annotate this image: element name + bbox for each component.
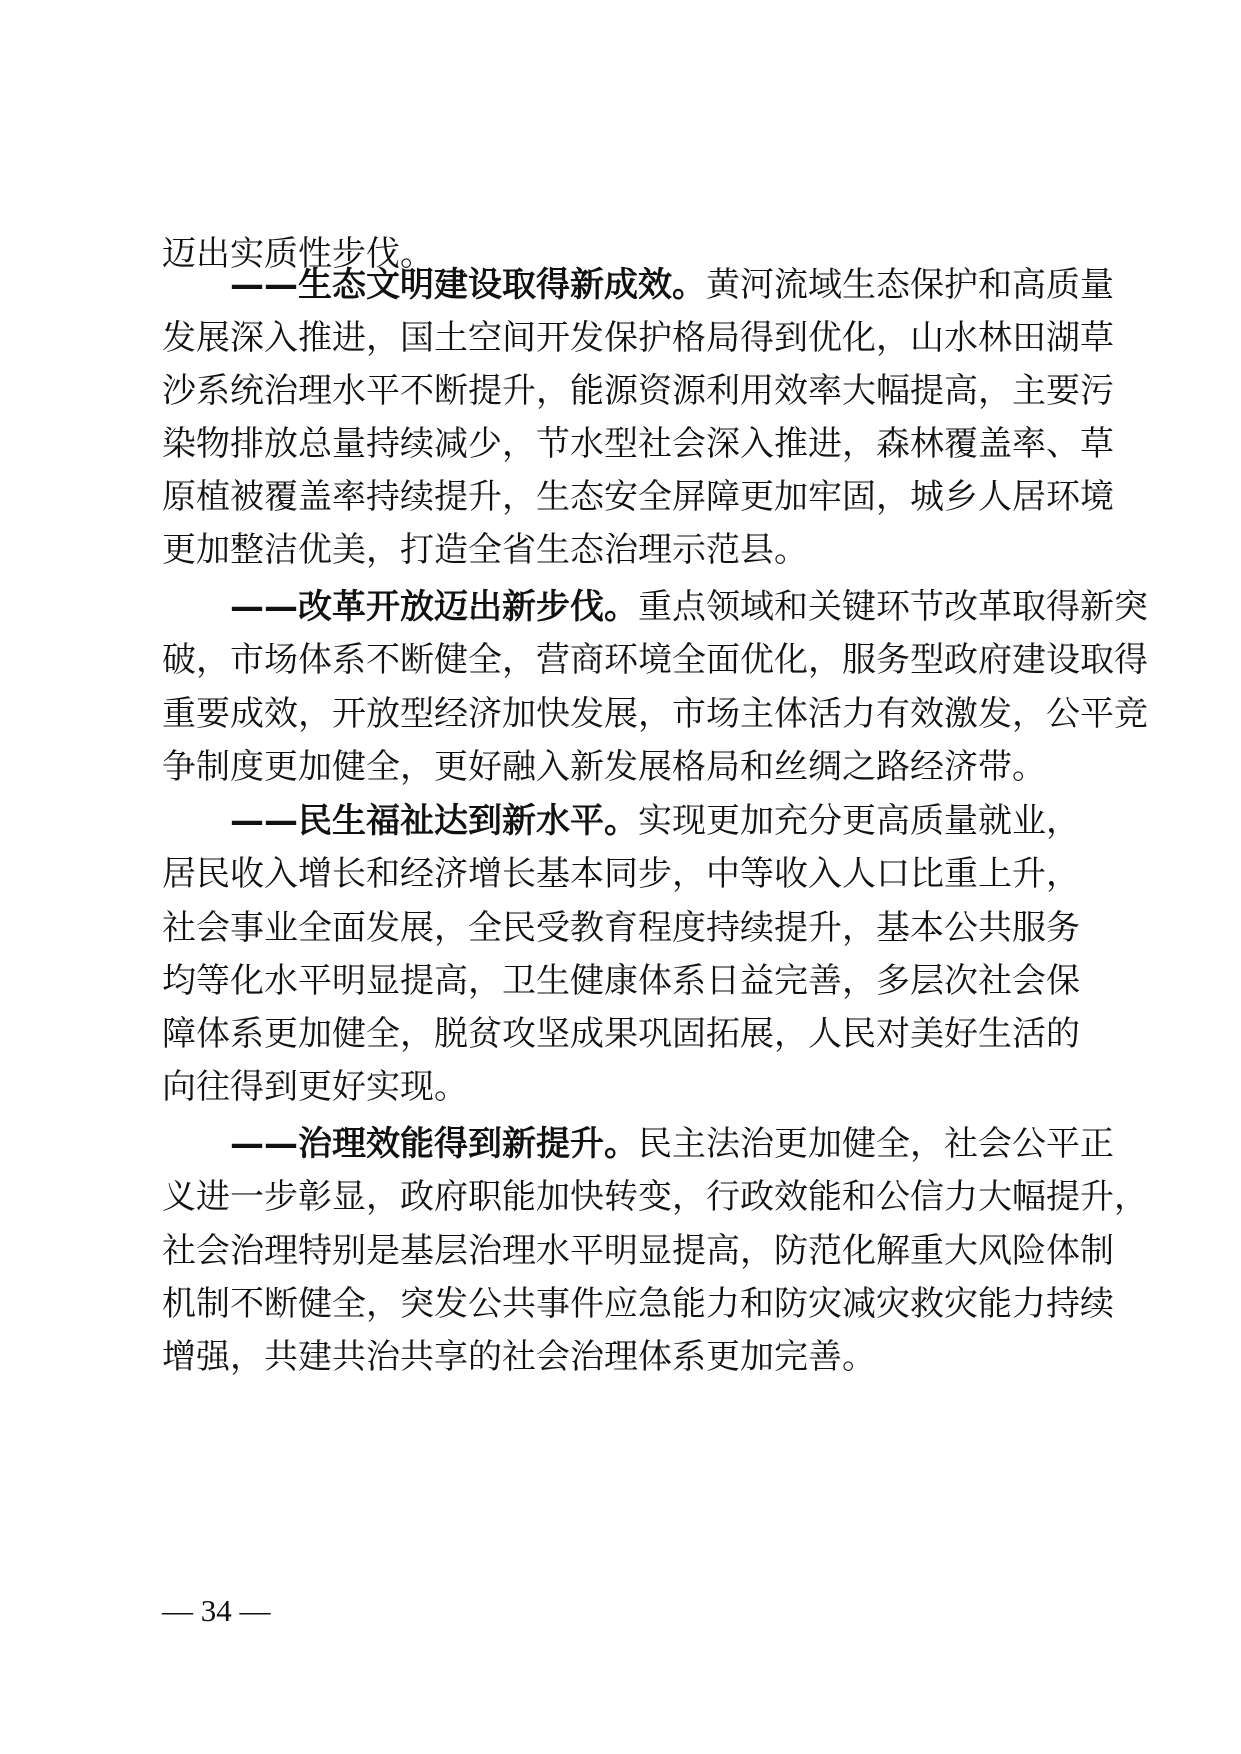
paragraph-text: 社会事业全面发展，全民受教育程度持续提升，基本公共服务 [162, 908, 1080, 948]
paragraph-text: 破，市场体系不断健全，营商环境全面优化，服务型政府建设取得 [162, 640, 1148, 680]
section-heading-livelihood: ——民生福祉达到新水平。 [230, 801, 638, 841]
section-heading-governance: ——治理效能得到新提升。 [230, 1124, 638, 1164]
page-number: — 34 — [162, 1593, 271, 1628]
paragraph-text: 义进一步彰显，政府职能加快转变，行政效能和公信力大幅提升， [162, 1177, 1148, 1217]
paragraph-text: 重要成效，开放型经济加快发展，市场主体活力有效激发，公平竞 [162, 694, 1148, 734]
paragraph-line [162, 518, 1080, 582]
paragraph-text: 增强，共建共治共享的社会治理体系更加完善。 [162, 1337, 876, 1377]
paragraph-text: 发展深入推进，国土空间开发保护格局得到优化，山水林田湖草 [162, 318, 1114, 358]
paragraph-text: 社会治理特别是基层治理水平明显提高，防范化解重大风险体制 [162, 1231, 1114, 1271]
paragraph-line [162, 1325, 1080, 1389]
paragraph-text: 重点领域和关键环节改革取得新突 [638, 587, 1148, 627]
section-heading-ecology: ——生态文明建设取得新成效。 [230, 265, 706, 305]
paragraph-text: 向往得到更好实现。 [162, 1067, 468, 1107]
paragraph-text: 争制度更加健全，更好融入新发展格局和丝绸之路经济带。 [162, 747, 1046, 787]
paragraph-text: 均等化水平明显提高，卫生健康体系日益完善，多层次社会保 [162, 961, 1080, 1001]
paragraph-text: 民主法治更加健全，社会公平正 [638, 1124, 1114, 1164]
paragraph-text: 染物排放总量持续减少，节水型社会深入推进，森林覆盖率、草 [162, 424, 1114, 464]
paragraph-text: 居民收入增长和经济增长基本同步，中等收入人口比重上升， [162, 854, 1080, 894]
paragraph-text: 沙系统治理水平不断提升，能源资源利用效率大幅提高，主要污 [162, 371, 1114, 411]
paragraph-text: 迈出实质性步伐。 [162, 234, 434, 274]
paragraph-text: 机制不断健全，突发公共事件应急能力和防灾减灾救灾能力持续 [162, 1284, 1114, 1324]
section-heading-reform: ——改革开放迈出新步伐。 [230, 587, 638, 627]
paragraph-line [162, 1055, 1080, 1119]
paragraph-text: 障体系更加健全，脱贫攻坚成果巩固拓展，人民对美好生活的 [162, 1014, 1080, 1054]
paragraph-text: 实现更加充分更高质量就业， [638, 801, 1080, 841]
paragraph-text: 黄河流域生态保护和高质量 [706, 265, 1114, 305]
paragraph-text: 原植被覆盖率持续提升，生态安全屏障更加牢固，城乡人居环境 [162, 477, 1114, 517]
paragraph-text: 更加整洁优美，打造全省生态治理示范县。 [162, 530, 808, 570]
